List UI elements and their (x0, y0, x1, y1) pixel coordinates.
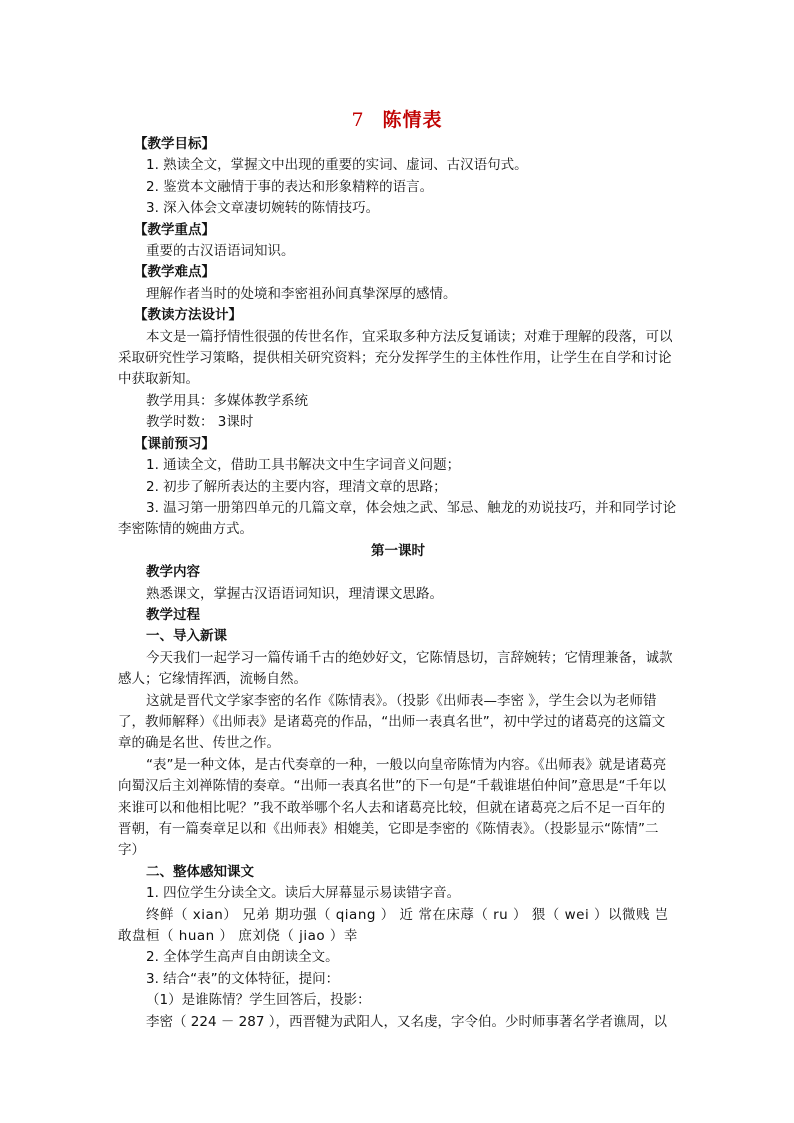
tools-line: 教学用具：多媒体教学系统 (146, 392, 308, 409)
preview-item: 3. 温习第一册第四单元的几篇文章，体会烛之武、邹忌、触龙的劝说技巧，并和同学讨论李密陈情的婉曲方式。 (118, 499, 677, 538)
goal-item: 1. 熟读全文，掌握文中出现的重要的实词、虚词、古汉语句式。 (146, 157, 528, 174)
step1-heading: 一、导入新课 (146, 628, 227, 645)
lesson-heading: 第一课时 (371, 542, 425, 559)
step2-line: 李密（ 224 － 287 ），西晋犍为武阳人，又名虔，字令伯。少时师事著名学者谯周，以 (146, 1013, 667, 1030)
difficulty-text: 理解作者当时的处境和李密祖孙间真挚深厚的感情。 (146, 285, 457, 302)
pronunciation-list: 终鲜（ xian） 兄弟 期功强（ qiang ） 近 常在床蓐（ ru ） 猥（ wei ）以微贱 岂敢盘桓（ huan ） 庶刘侥（ jiao ）幸 (118, 906, 669, 945)
content-heading: 教学内容 (146, 564, 200, 581)
step1-paragraph: 今天我们一起学习一篇传诵千古的绝妙好文，它陈情恳切，言辞婉转；它情理兼备，诚款感人；它缘情挥洒，流畅自然。 (118, 649, 673, 688)
page-title (0, 105, 794, 132)
title-text: 陈情表 (382, 109, 443, 131)
step1-paragraph: 这就是晋代文学家李密的名作《陈情表》。（投影《出师表—李密 》，学生会以为老师错了，教师解释）《出师表》是诸葛亮的作品，“出师一表真名世”，初中学过的诸葛亮的这篇文章的确是名世、传世之作。 (118, 692, 666, 752)
process-heading: 教学过程 (146, 606, 200, 623)
step2-line: 3. 结合“表”的文体特征，提问： (146, 970, 340, 987)
section-heading-preview: 【课前预习】 (134, 435, 215, 452)
section-heading-key: 【教学重点】 (134, 221, 215, 238)
preview-item: 2. 初步了解所表达的主要内容，理清文章的思路； (146, 478, 447, 495)
section-heading-method: 【教读方法设计】 (134, 307, 242, 324)
goal-item: 2. 鉴赏本文融情于事的表达和形象精粹的语言。 (146, 178, 434, 195)
document-body (118, 134, 678, 1033)
method-paragraph: 本文是一篇抒情性很强的传世名作，宜采取多种方法反复诵读；对难于理解的段落，可以采取研究性学习策略，提供相关研究资料；充分发挥学生的主体性作用，让学生在自学和讨论中获取新知。 (118, 328, 673, 388)
section-heading-difficulty: 【教学难点】 (134, 264, 215, 281)
title-number: 7 (351, 109, 365, 131)
goal-item: 3. 深入体会文章凄切婉转的陈情技巧。 (146, 200, 380, 217)
step2-line: 2. 全体学生高声自由朗读全文。 (146, 949, 339, 966)
step1-paragraph: “表”是一种文体，是古代奏章的一种，一般以向皇帝陈情为内容。《出师表》就是诸葛亮向蜀汉后主刘禅陈情的奏章。“出师一表真名世”的下一句是“千载谁堪伯仲间”意思是“千年以来谁可以和他相比呢？”我不敢举哪个名人去和诸葛亮比较，但就在诸葛亮之后不足一百年的晋朝，有一篇奏章足以和《出师表》相媲美，它即是李密的《陈情表》。（投影显示“陈情”二字） (118, 756, 667, 859)
key-text: 重要的古汉语语词知识。 (146, 243, 295, 260)
preview-item: 1. 通读全文，借助工具书解决文中生字词音义问题； (146, 457, 461, 474)
content-text: 熟悉课文，掌握古汉语语词知识，理清课文思路。 (146, 585, 443, 602)
section-heading-goals: 【教学目标】 (134, 136, 215, 152)
step2-line: 1. 四位学生分读全文。读后大屏幕显示易读错字音。 (146, 885, 461, 902)
step2-line: （1）是谁陈情？学生回答后，投影： (146, 992, 371, 1009)
time-line: 教学时数： 3课时 (146, 414, 254, 431)
step2-heading: 二、整体感知课文 (146, 863, 254, 880)
